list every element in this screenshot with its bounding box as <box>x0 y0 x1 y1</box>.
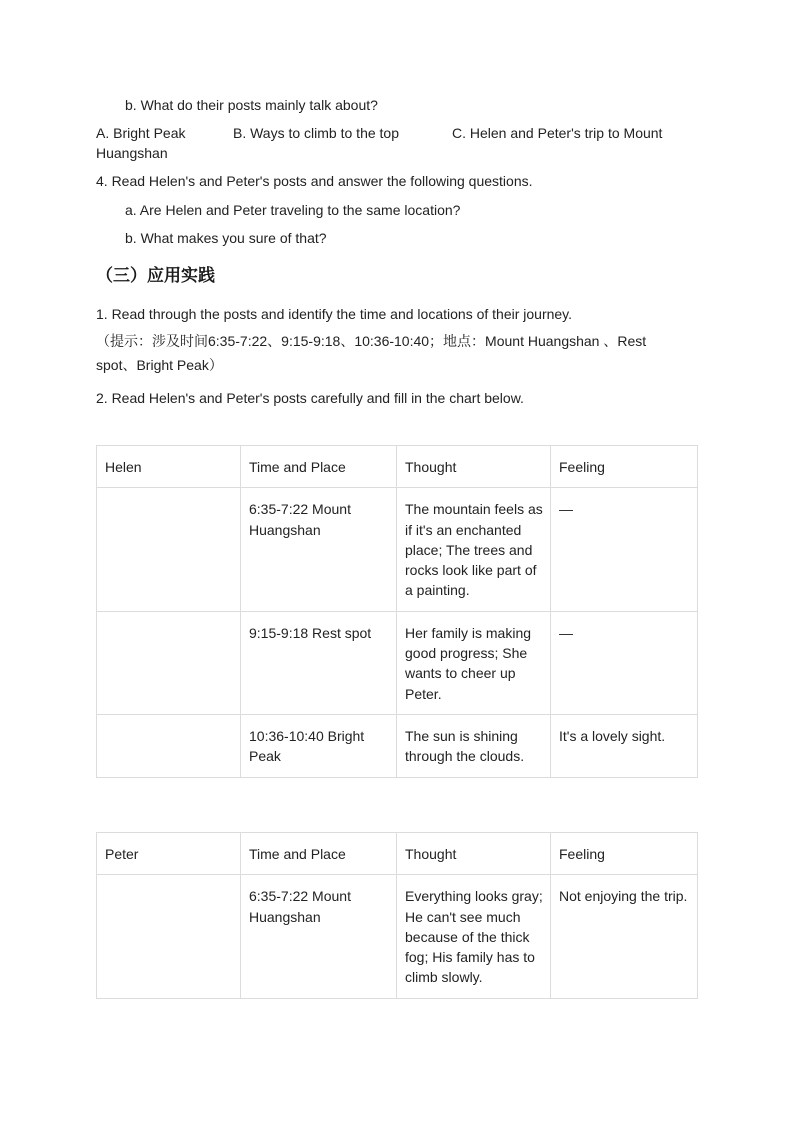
table-row <box>97 875 698 998</box>
thought-cell: Her family is making good progress; She wants to cheer up Peter. <box>397 611 551 714</box>
header-cell: Feeling <box>551 833 698 875</box>
table-row <box>97 714 698 777</box>
table-header-row <box>97 446 698 488</box>
question-4b: b. What makes you sure of that? <box>125 230 327 246</box>
name-cell <box>97 611 241 714</box>
section-heading: （三）应用实践 <box>96 266 215 286</box>
time-place-cell: 9:15-9:18 Rest spot <box>241 611 397 714</box>
helen-table <box>96 445 698 778</box>
table-row <box>97 611 698 714</box>
header-cell: Time and Place <box>241 833 397 875</box>
table-header-row <box>97 833 698 875</box>
practice-item-2: 2. Read Helen's and Peter's posts carefully and fill in the chart below. <box>96 390 524 406</box>
header-cell: Time and Place <box>241 446 397 488</box>
header-cell: Thought <box>397 446 551 488</box>
name-cell <box>97 488 241 611</box>
feeling-cell: It's a lovely sight. <box>551 714 698 777</box>
thought-cell: The mountain feels as if it's an enchanted place; The trees and rocks look like part of a painting. <box>397 488 551 611</box>
feeling-cell: — <box>551 611 698 714</box>
option-b: B. Ways to climb to the top <box>233 125 399 141</box>
question-4a: a. Are Helen and Peter traveling to the same location? <box>125 202 461 218</box>
thought-cell: The sun is shining through the clouds. <box>397 714 551 777</box>
header-cell: Peter <box>97 833 241 875</box>
table-row <box>97 488 698 611</box>
question-3b: b. What do their posts mainly talk about? <box>125 97 378 113</box>
practice-item-1: 1. Read through the posts and identify the time and locations of their journey. <box>96 306 573 322</box>
header-cell: Helen <box>97 446 241 488</box>
name-cell <box>97 714 241 777</box>
option-c-continued: Huangshan <box>96 145 168 161</box>
peter-table <box>96 832 698 999</box>
feeling-cell: Not enjoying the trip. <box>551 875 698 998</box>
time-place-cell: 10:36-10:40 Bright Peak <box>241 714 397 777</box>
thought-cell: Everything looks gray; He can't see much because of the thick fog; His family has to climb slowly. <box>397 875 551 998</box>
hint-line-1: （提示：涉及时间6:35-7:22、9:15-9:18、10:36-10:40；地点：Mount Huangshan 、Rest <box>96 333 647 349</box>
feeling-cell: — <box>551 488 698 611</box>
option-c: C. Helen and Peter's trip to Mount <box>452 125 663 141</box>
time-place-cell: 6:35-7:22 Mount Huangshan <box>241 875 397 998</box>
hint-line-2: spot、Bright Peak） <box>96 357 223 373</box>
name-cell <box>97 875 241 998</box>
time-place-cell: 6:35-7:22 Mount Huangshan <box>241 488 397 611</box>
question-4: 4. Read Helen's and Peter's posts and answer the following questions. <box>96 173 533 189</box>
question-3b-options <box>96 123 696 163</box>
header-cell: Thought <box>397 833 551 875</box>
header-cell: Feeling <box>551 446 698 488</box>
option-a: A. Bright Peak <box>96 125 186 141</box>
